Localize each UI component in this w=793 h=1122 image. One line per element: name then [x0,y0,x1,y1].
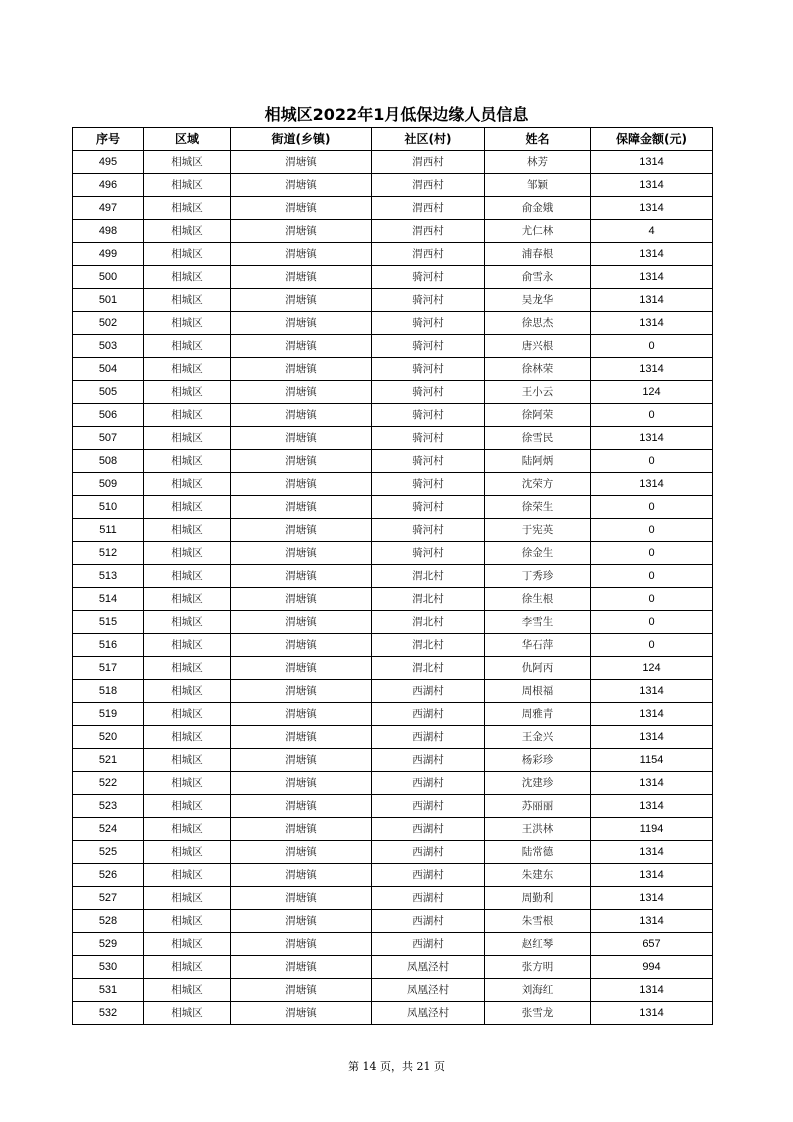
cell-index: 498 [73,220,144,243]
cell-name: 吴龙华 [485,289,591,312]
table-row [73,335,713,358]
cell-index: 523 [73,795,144,818]
cell-district: 相城区 [144,542,231,565]
cell-index: 512 [73,542,144,565]
header-street: 街道(乡镇) [231,128,372,151]
cell-amount: 1314 [591,243,713,266]
cell-village: 渭西村 [372,243,485,266]
cell-index: 531 [73,979,144,1002]
cell-village: 西湖村 [372,841,485,864]
cell-village: 西湖村 [372,772,485,795]
cell-name: 徐生根 [485,588,591,611]
cell-district: 相城区 [144,680,231,703]
cell-village: 骑河村 [372,335,485,358]
cell-amount: 0 [591,519,713,542]
cell-name: 沈荣方 [485,473,591,496]
cell-village: 渭西村 [372,151,485,174]
cell-street: 渭塘镇 [231,933,372,956]
cell-name: 浦春根 [485,243,591,266]
table-row [73,979,713,1002]
cell-street: 渭塘镇 [231,772,372,795]
cell-village: 渭西村 [372,174,485,197]
cell-district: 相城区 [144,726,231,749]
cell-amount: 1314 [591,266,713,289]
cell-village: 骑河村 [372,427,485,450]
cell-name: 唐兴根 [485,335,591,358]
cell-amount: 4 [591,220,713,243]
table-row [73,496,713,519]
cell-name: 王小云 [485,381,591,404]
cell-amount: 1314 [591,197,713,220]
cell-amount: 657 [591,933,713,956]
cell-street: 渭塘镇 [231,473,372,496]
cell-street: 渭塘镇 [231,634,372,657]
cell-amount: 1314 [591,151,713,174]
table-row [73,887,713,910]
cell-district: 相城区 [144,657,231,680]
cell-street: 渭塘镇 [231,749,372,772]
cell-index: 505 [73,381,144,404]
cell-amount: 0 [591,611,713,634]
cell-street: 渭塘镇 [231,312,372,335]
cell-village: 骑河村 [372,358,485,381]
cell-street: 渭塘镇 [231,1002,372,1025]
cell-village: 凤凰泾村 [372,979,485,1002]
cell-name: 林芳 [485,151,591,174]
cell-index: 528 [73,910,144,933]
cell-name: 朱建东 [485,864,591,887]
cell-name: 俞金娥 [485,197,591,220]
table-row [73,910,713,933]
cell-index: 502 [73,312,144,335]
cell-index: 499 [73,243,144,266]
cell-index: 517 [73,657,144,680]
cell-district: 相城区 [144,496,231,519]
cell-street: 渭塘镇 [231,496,372,519]
cell-amount: 1314 [591,772,713,795]
cell-street: 渭塘镇 [231,611,372,634]
cell-index: 496 [73,174,144,197]
table-row [73,933,713,956]
cell-street: 渭塘镇 [231,404,372,427]
cell-district: 相城区 [144,979,231,1002]
table-row [73,266,713,289]
cell-village: 渭北村 [372,634,485,657]
cell-index: 507 [73,427,144,450]
table-row [73,772,713,795]
cell-name: 沈建珍 [485,772,591,795]
table-row [73,151,713,174]
cell-amount: 1314 [591,358,713,381]
cell-amount: 1194 [591,818,713,841]
cell-amount: 1314 [591,289,713,312]
cell-name: 陆阿炳 [485,450,591,473]
cell-district: 相城区 [144,243,231,266]
cell-index: 508 [73,450,144,473]
cell-village: 渭北村 [372,588,485,611]
cell-amount: 0 [591,565,713,588]
cell-street: 渭塘镇 [231,680,372,703]
cell-village: 骑河村 [372,496,485,519]
table-row [73,680,713,703]
cell-village: 西湖村 [372,864,485,887]
cell-index: 506 [73,404,144,427]
cell-district: 相城区 [144,197,231,220]
cell-village: 凤凰泾村 [372,1002,485,1025]
cell-index: 495 [73,151,144,174]
cell-village: 骑河村 [372,404,485,427]
cell-district: 相城区 [144,956,231,979]
cell-index: 519 [73,703,144,726]
cell-district: 相城区 [144,358,231,381]
cell-index: 509 [73,473,144,496]
cell-amount: 1314 [591,910,713,933]
cell-district: 相城区 [144,565,231,588]
cell-street: 渭塘镇 [231,542,372,565]
cell-amount: 1314 [591,680,713,703]
table-row [73,174,713,197]
cell-amount: 1314 [591,473,713,496]
cell-index: 521 [73,749,144,772]
cell-street: 渭塘镇 [231,910,372,933]
cell-amount: 0 [591,542,713,565]
cell-street: 渭塘镇 [231,197,372,220]
table-row [73,381,713,404]
cell-village: 骑河村 [372,381,485,404]
table-row [73,841,713,864]
cell-amount: 0 [591,496,713,519]
cell-district: 相城区 [144,795,231,818]
cell-index: 522 [73,772,144,795]
cell-name: 周勤利 [485,887,591,910]
cell-street: 渭塘镇 [231,657,372,680]
cell-amount: 1154 [591,749,713,772]
table-row [73,197,713,220]
cell-amount: 1314 [591,427,713,450]
cell-street: 渭塘镇 [231,335,372,358]
cell-village: 西湖村 [372,703,485,726]
cell-village: 西湖村 [372,818,485,841]
cell-name: 王洪林 [485,818,591,841]
cell-index: 520 [73,726,144,749]
cell-district: 相城区 [144,450,231,473]
cell-name: 刘海红 [485,979,591,1002]
cell-village: 渭北村 [372,565,485,588]
cell-name: 苏丽丽 [485,795,591,818]
cell-district: 相城区 [144,749,231,772]
cell-district: 相城区 [144,174,231,197]
cell-index: 514 [73,588,144,611]
cell-district: 相城区 [144,634,231,657]
cell-street: 渭塘镇 [231,841,372,864]
table-row [73,358,713,381]
document-title: 相城区2022年1月低保边缘人员信息 [264,105,529,124]
table-row [73,864,713,887]
cell-district: 相城区 [144,519,231,542]
cell-village: 西湖村 [372,749,485,772]
table-row [73,795,713,818]
cell-district: 相城区 [144,312,231,335]
cell-street: 渭塘镇 [231,427,372,450]
cell-index: 525 [73,841,144,864]
header-name: 姓名 [485,128,591,151]
cell-district: 相城区 [144,1002,231,1025]
cell-name: 俞雪永 [485,266,591,289]
cell-amount: 1314 [591,841,713,864]
cell-street: 渭塘镇 [231,220,372,243]
cell-name: 赵红琴 [485,933,591,956]
cell-amount: 124 [591,657,713,680]
cell-amount: 0 [591,450,713,473]
cell-amount: 1314 [591,887,713,910]
table-row [73,565,713,588]
table-row [73,243,713,266]
cell-index: 497 [73,197,144,220]
cell-index: 513 [73,565,144,588]
cell-amount: 0 [591,634,713,657]
cell-name: 陆常德 [485,841,591,864]
cell-amount: 1314 [591,795,713,818]
cell-name: 徐荣生 [485,496,591,519]
cell-village: 西湖村 [372,933,485,956]
cell-street: 渭塘镇 [231,450,372,473]
cell-index: 511 [73,519,144,542]
cell-amount: 0 [591,404,713,427]
cell-village: 骑河村 [372,519,485,542]
cell-street: 渭塘镇 [231,795,372,818]
cell-street: 渭塘镇 [231,864,372,887]
cell-street: 渭塘镇 [231,887,372,910]
cell-name: 周根福 [485,680,591,703]
table-row [73,220,713,243]
cell-district: 相城区 [144,864,231,887]
cell-village: 西湖村 [372,726,485,749]
cell-index: 504 [73,358,144,381]
cell-village: 渭北村 [372,611,485,634]
cell-district: 相城区 [144,151,231,174]
cell-name: 王金兴 [485,726,591,749]
cell-name: 丁秀珍 [485,565,591,588]
cell-village: 西湖村 [372,910,485,933]
cell-district: 相城区 [144,289,231,312]
cell-district: 相城区 [144,266,231,289]
cell-name: 仇阿丙 [485,657,591,680]
cell-district: 相城区 [144,427,231,450]
cell-amount: 1314 [591,703,713,726]
cell-index: 530 [73,956,144,979]
cell-district: 相城区 [144,473,231,496]
cell-village: 西湖村 [372,887,485,910]
cell-amount: 1314 [591,979,713,1002]
header-index: 序号 [73,128,144,151]
cell-index: 518 [73,680,144,703]
header-district: 区域 [144,128,231,151]
cell-index: 524 [73,818,144,841]
cell-index: 526 [73,864,144,887]
cell-name: 华石萍 [485,634,591,657]
cell-district: 相城区 [144,933,231,956]
table-row [73,588,713,611]
table-row [73,956,713,979]
cell-street: 渭塘镇 [231,956,372,979]
cell-street: 渭塘镇 [231,818,372,841]
table-row [73,473,713,496]
cell-village: 渭西村 [372,197,485,220]
cell-street: 渭塘镇 [231,289,372,312]
cell-name: 杨彩珍 [485,749,591,772]
cell-village: 西湖村 [372,795,485,818]
table-row [73,611,713,634]
cell-street: 渭塘镇 [231,381,372,404]
cell-village: 渭西村 [372,220,485,243]
cell-name: 徐金生 [485,542,591,565]
table-body [73,151,713,1025]
table-header-row [73,128,713,151]
cell-street: 渭塘镇 [231,979,372,1002]
cell-district: 相城区 [144,818,231,841]
table-row [73,818,713,841]
cell-index: 516 [73,634,144,657]
cell-name: 周雅青 [485,703,591,726]
cell-index: 515 [73,611,144,634]
cell-street: 渭塘镇 [231,358,372,381]
cell-amount: 124 [591,381,713,404]
cell-name: 李雪生 [485,611,591,634]
cell-index: 527 [73,887,144,910]
cell-village: 渭北村 [372,657,485,680]
cell-village: 骑河村 [372,450,485,473]
cell-district: 相城区 [144,772,231,795]
cell-street: 渭塘镇 [231,726,372,749]
cell-index: 532 [73,1002,144,1025]
cell-amount: 1314 [591,174,713,197]
cell-index: 510 [73,496,144,519]
cell-village: 凤凰泾村 [372,956,485,979]
cell-village: 骑河村 [372,312,485,335]
cell-name: 于宪英 [485,519,591,542]
header-amount: 保障金额(元) [591,128,713,151]
table-row [73,703,713,726]
cell-street: 渭塘镇 [231,519,372,542]
cell-name: 邹颖 [485,174,591,197]
header-village: 社区(村) [372,128,485,151]
table-row [73,726,713,749]
cell-district: 相城区 [144,611,231,634]
cell-district: 相城区 [144,335,231,358]
table-row [73,634,713,657]
cell-street: 渭塘镇 [231,243,372,266]
cell-index: 501 [73,289,144,312]
cell-district: 相城区 [144,703,231,726]
cell-name: 张雪龙 [485,1002,591,1025]
cell-amount: 0 [591,335,713,358]
cell-village: 骑河村 [372,542,485,565]
cell-district: 相城区 [144,841,231,864]
cell-district: 相城区 [144,381,231,404]
cell-street: 渭塘镇 [231,266,372,289]
cell-index: 503 [73,335,144,358]
page-footer: 第 14 页，共 21 页 [348,1060,445,1073]
cell-name: 徐思杰 [485,312,591,335]
table-row [73,749,713,772]
cell-street: 渭塘镇 [231,703,372,726]
table-row [73,404,713,427]
table-row [73,427,713,450]
table-row [73,542,713,565]
cell-district: 相城区 [144,220,231,243]
cell-name: 徐阿荣 [485,404,591,427]
cell-district: 相城区 [144,404,231,427]
cell-district: 相城区 [144,588,231,611]
cell-district: 相城区 [144,910,231,933]
cell-name: 尤仁林 [485,220,591,243]
cell-index: 529 [73,933,144,956]
table-row [73,519,713,542]
cell-village: 骑河村 [372,289,485,312]
table-row [73,657,713,680]
cell-district: 相城区 [144,887,231,910]
cell-street: 渭塘镇 [231,588,372,611]
cell-street: 渭塘镇 [231,151,372,174]
cell-amount: 1314 [591,312,713,335]
cell-amount: 0 [591,588,713,611]
cell-amount: 1314 [591,1002,713,1025]
cell-village: 骑河村 [372,473,485,496]
cell-amount: 994 [591,956,713,979]
cell-name: 张方明 [485,956,591,979]
table-row [73,1002,713,1025]
cell-name: 徐雪民 [485,427,591,450]
cell-amount: 1314 [591,726,713,749]
cell-index: 500 [73,266,144,289]
cell-street: 渭塘镇 [231,565,372,588]
cell-village: 骑河村 [372,266,485,289]
cell-amount: 1314 [591,864,713,887]
table-row [73,289,713,312]
cell-name: 徐林荣 [485,358,591,381]
table-row [73,312,713,335]
recipients-table [72,127,713,1025]
cell-village: 西湖村 [372,680,485,703]
cell-street: 渭塘镇 [231,174,372,197]
cell-name: 朱雪根 [485,910,591,933]
table-row [73,450,713,473]
